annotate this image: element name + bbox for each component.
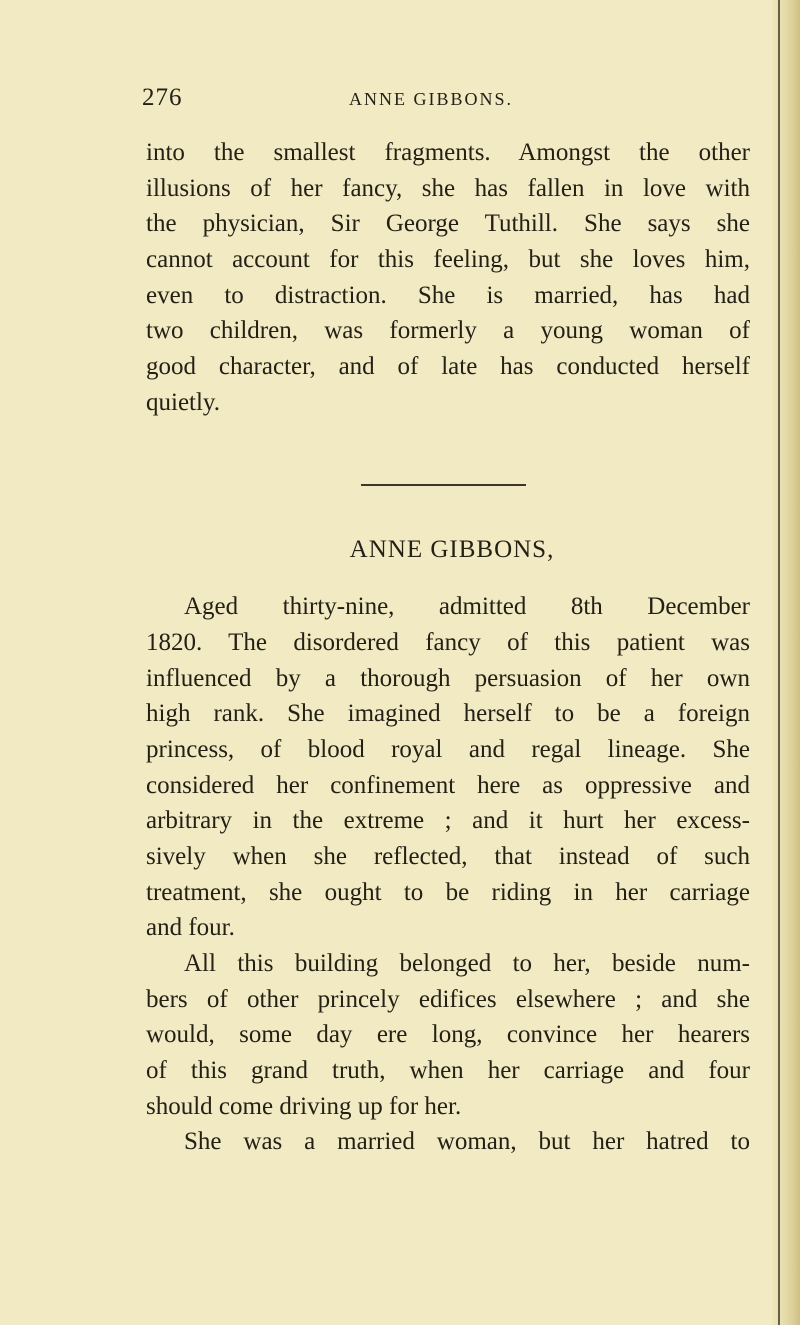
text-line: two children, was formerly a young woman of <box>146 317 750 344</box>
text-line: into the smallest fragments. Amongst the other <box>146 139 750 166</box>
text-line: influenced by a thorough persuasion of her own <box>146 665 750 692</box>
page-number: 276 <box>142 84 183 111</box>
text-line: quietly. <box>146 389 221 416</box>
text-line: illusions of her fancy, she has fallen in love with <box>146 175 750 202</box>
running-head-title: ANNE GIBBONS. <box>349 89 514 109</box>
text-line: and four. <box>146 914 235 941</box>
text-line: She was a married woman, but her hatred to <box>184 1128 750 1155</box>
text-line: should come driving up for her. <box>146 1093 462 1120</box>
text-line: All this building belonged to her, beside num- <box>184 950 750 977</box>
text-line: arbitrary in the extreme ; and it hurt her excess- <box>146 807 750 834</box>
text-line: considered her confinement here as oppressive and <box>146 772 750 799</box>
section-divider <box>361 484 526 486</box>
page-edge-line <box>778 0 780 1325</box>
text-line: Aged thirty-nine, admitted 8th December <box>184 593 750 620</box>
text-line: even to distraction. She is married, has had <box>146 282 750 309</box>
text-line: of this grand truth, when her carriage and four <box>146 1057 750 1084</box>
text-line: bers of other princely edifices elsewhere ; and she <box>146 986 750 1013</box>
text-line: 1820. The disordered fancy of this patient was <box>146 629 750 656</box>
text-line: cannot account for this feeling, but she loves him, <box>146 246 750 273</box>
text-line: good character, and of late has conducted herself <box>146 353 750 380</box>
text-line: princess, of blood royal and regal lineage. She <box>146 736 750 763</box>
page-edge <box>772 0 800 1325</box>
text-line: treatment, she ought to be riding in her carriage <box>146 879 750 906</box>
text-line: would, some day ere long, convince her hearers <box>146 1021 750 1048</box>
running-head <box>142 84 782 114</box>
text-line: the physician, Sir George Tuthill. She says she <box>146 210 750 237</box>
text-line: high rank. She imagined herself to be a foreign <box>146 700 750 727</box>
text-line: sively when she reflected, that instead of such <box>146 843 750 870</box>
section-heading: ANNE GIBBONS, <box>349 536 555 563</box>
